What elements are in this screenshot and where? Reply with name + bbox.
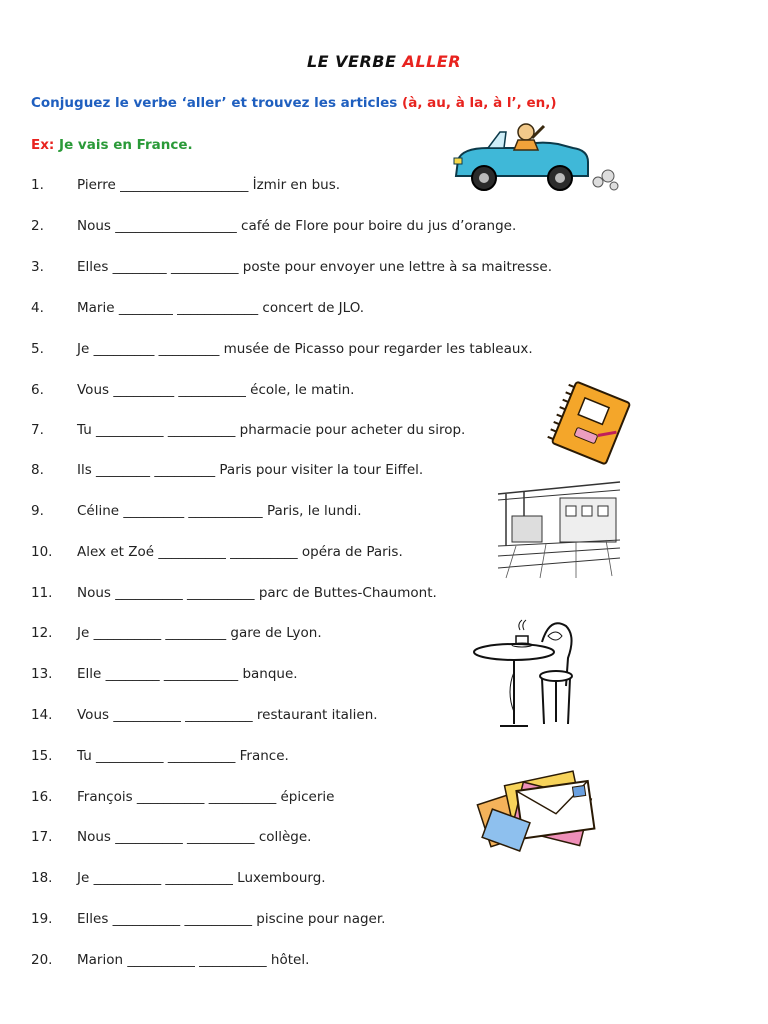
exercise-item <box>31 625 322 641</box>
exercise-item <box>31 503 362 519</box>
item-text: Céline _________ ___________ Paris, le lundi. <box>77 503 362 519</box>
item-text: Nous __________ __________ parc de Buttes-Chaumont. <box>77 585 437 601</box>
exercise-item <box>31 789 334 805</box>
item-number: 3. <box>31 259 44 275</box>
example-label: Ex: <box>31 137 55 153</box>
item-text: Ils ________ _________ Paris pour visiter la tour Eiffel. <box>77 462 424 478</box>
exercise-item <box>31 911 385 927</box>
item-number: 15. <box>31 748 53 764</box>
exercise-item <box>31 341 533 357</box>
item-text: Je __________ __________ Luxembourg. <box>77 870 326 886</box>
title-part-2: ALLER <box>402 52 462 71</box>
instruction-text: Conjuguez le verbe ‘aller’ et trouvez les articles <box>31 95 403 111</box>
instruction <box>31 95 557 111</box>
item-number: 18. <box>31 870 53 886</box>
item-text: Alex et Zoé __________ __________ opéra de Paris. <box>77 544 403 560</box>
exercise-item <box>31 952 309 968</box>
item-text: Vous _________ __________ école, le matin. <box>77 382 355 398</box>
exercise-item <box>31 585 437 601</box>
exercise-item <box>31 870 326 886</box>
item-text: Nous __________________ café de Flore pour boire du jus d’orange. <box>77 218 517 234</box>
notebook-illustration <box>544 380 638 466</box>
item-text: Nous __________ __________ collège. <box>77 829 312 845</box>
item-text: Tu __________ __________ pharmacie pour acheter du sirop. <box>77 422 466 438</box>
instruction-articles: (à, au, à la, à l’, en,) <box>402 95 557 111</box>
item-number: 20. <box>31 952 53 968</box>
exercise-item <box>31 666 298 682</box>
item-text: Marie ________ ____________ concert de JLO. <box>77 300 365 316</box>
item-number: 2. <box>31 218 44 234</box>
item-number: 6. <box>31 382 44 398</box>
item-text: François __________ __________ épicerie <box>77 789 335 805</box>
train-station-illustration <box>496 476 622 580</box>
item-text: Tu __________ __________ France. <box>77 748 289 764</box>
item-number: 5. <box>31 341 44 357</box>
item-number: 19. <box>31 911 53 927</box>
item-text: Marion __________ __________ hôtel. <box>77 952 310 968</box>
item-number: 12. <box>31 625 53 641</box>
exercise-item <box>31 748 289 764</box>
item-text: Je __________ _________ gare de Lyon. <box>77 625 322 641</box>
cafe-table-illustration <box>470 612 578 730</box>
letters-illustration <box>474 764 602 864</box>
item-number: 7. <box>31 422 44 438</box>
item-text: Vous __________ __________ restaurant italien. <box>77 707 378 723</box>
exercise-item <box>31 300 364 316</box>
exercise-item <box>31 707 378 723</box>
item-number: 11. <box>31 585 53 601</box>
exercise-item <box>31 382 354 398</box>
exercise-item <box>31 218 516 234</box>
exercise-item <box>31 177 340 193</box>
page-title <box>0 52 768 71</box>
item-text: Elles ________ __________ poste pour envoyer une lettre à sa maitresse. <box>77 259 553 275</box>
item-text: Elles __________ __________ piscine pour nager. <box>77 911 386 927</box>
title-part-1: LE VERBE <box>306 52 403 71</box>
item-number: 13. <box>31 666 53 682</box>
item-number: 8. <box>31 462 44 478</box>
exercise-item <box>31 544 403 560</box>
exercise-item <box>31 462 423 478</box>
car-illustration <box>448 118 620 198</box>
item-text: Pierre ___________________ İzmir en bus. <box>77 177 341 193</box>
item-number: 14. <box>31 707 53 723</box>
item-text: Je _________ _________ musée de Picasso pour regarder les tableaux. <box>77 341 533 357</box>
exercise-item <box>31 829 311 845</box>
example <box>31 137 193 153</box>
item-number: 17. <box>31 829 53 845</box>
exercise-item <box>31 259 552 275</box>
item-number: 16. <box>31 789 53 805</box>
item-text: Elle ________ ___________ banque. <box>77 666 298 682</box>
item-number: 4. <box>31 300 44 316</box>
item-number: 9. <box>31 503 44 519</box>
item-number: 1. <box>31 177 44 193</box>
exercise-item <box>31 422 465 438</box>
example-text: Je vais en France. <box>54 137 193 153</box>
item-number: 10. <box>31 544 53 560</box>
